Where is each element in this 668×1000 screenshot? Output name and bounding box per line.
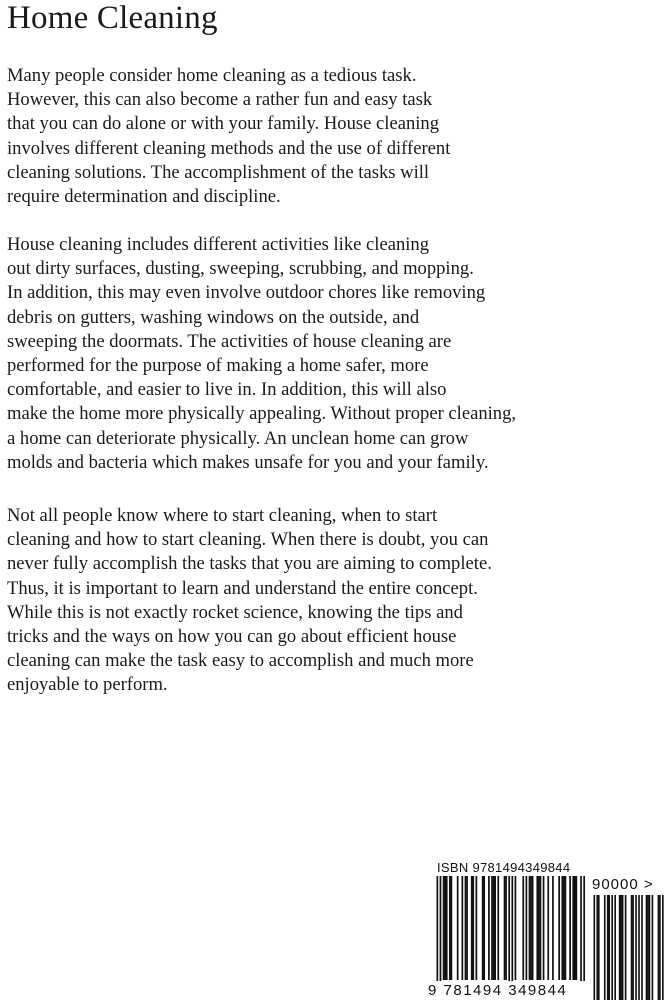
barcode-bar — [658, 895, 660, 1000]
page-title: Home Cleaning — [7, 0, 218, 36]
paragraph-line: In addition, this may even involve outdoor chores like removing — [7, 282, 486, 304]
barcode-bar — [632, 895, 634, 1000]
paragraph-line: While this is not exactly rocket science, knowing the tips and — [7, 601, 463, 623]
barcode-bar — [494, 876, 496, 980]
barcode-bar — [552, 876, 554, 980]
barcode-bar — [608, 895, 610, 1000]
barcode-bar — [569, 876, 571, 980]
barcode-bar — [576, 876, 578, 980]
paragraph-line: Many people consider home cleaning as a tedious task. — [7, 65, 417, 86]
isbn-label: ISBN 9781494349844 — [437, 860, 571, 875]
barcode-bar — [465, 876, 467, 980]
barcode-bar — [451, 876, 453, 980]
barcode-bar — [488, 876, 490, 980]
barcode-bar — [515, 876, 517, 980]
paragraph-line: enjoyable to perform. — [7, 674, 168, 696]
barcode-bar — [622, 895, 624, 1000]
paragraph-line: make the home more physically appealing. Without proper cleaning, — [7, 403, 517, 425]
barcode-bar — [443, 876, 445, 980]
barcode-bar — [483, 876, 485, 980]
paragraph-line: involves different cleaning methods and the use of different — [7, 137, 451, 159]
paragraph-line: never fully accomplish the tasks that you are aiming to complete. — [7, 553, 492, 575]
paragraph-line: House cleaning includes different activities like cleaning — [7, 234, 429, 255]
barcode-bar — [631, 895, 633, 1000]
paragraph-line: a home can deteriorate physically. An unclean home can grow — [7, 427, 469, 449]
paragraph-line: cleaning solutions. The accomplishment of the tasks will — [7, 161, 430, 183]
barcode-bar — [449, 876, 451, 980]
paragraph-line: tricks and the ways on how you can go about efficient house — [7, 626, 457, 648]
barcode-bar — [491, 876, 493, 980]
barcode-bar — [497, 876, 499, 980]
paragraph-line: performed for the purpose of making a home safer, more — [7, 355, 429, 377]
barcode-bar — [662, 895, 664, 1000]
barcode-bar — [638, 895, 640, 1000]
price-code: 90000 > — [592, 876, 654, 893]
barcode-bar — [471, 876, 473, 980]
barcode-bar — [504, 876, 506, 980]
barcode-bar — [543, 876, 545, 980]
barcode-bar — [593, 895, 595, 1000]
paragraph-line: comfortable, and easier to live in. In addition, this will also — [7, 379, 447, 401]
barcode-bar — [461, 876, 463, 980]
barcode-bar — [611, 895, 613, 1000]
barcode-bar — [532, 876, 534, 980]
barcode-bar — [649, 895, 651, 1000]
barcode-bar — [641, 895, 643, 1000]
barcode-bar — [472, 876, 474, 980]
barcode-bar — [659, 895, 661, 1000]
paragraph-line: out dirty surfaces, dusting, sweeping, scrubbing, and mopping. — [7, 258, 474, 280]
barcode-bar — [476, 876, 478, 980]
barcode-bar — [538, 876, 540, 980]
barcode-bar — [598, 895, 600, 1000]
paragraph-line: cleaning can make the task easy to accomplish and much more — [7, 650, 474, 672]
addon-barcode — [592, 895, 668, 1000]
barcode-bar — [526, 876, 528, 980]
paragraph-line: that you can do alone or with your family. House cleaning — [7, 113, 440, 135]
barcode-bar — [493, 876, 495, 980]
barcode-bar — [536, 876, 538, 980]
barcode-bar — [547, 876, 549, 980]
paragraph-line: debris on gutters, washing windows on the outside, and — [7, 306, 420, 328]
paragraph-line: require determination and discipline. — [7, 186, 281, 208]
barcode-bar — [607, 895, 609, 1000]
paragraph-activities — [7, 233, 667, 475]
paragraph-line: Not all people know where to start cleaning, when to start — [7, 505, 438, 526]
barcode-bar — [457, 876, 459, 980]
paragraph-line: molds and bacteria which makes unsafe for you and your family. — [7, 451, 489, 473]
barcode-bar — [563, 876, 565, 980]
barcode-bar — [558, 876, 560, 980]
barcode-bar — [522, 876, 524, 980]
barcode-bar — [530, 876, 532, 980]
barcode-bar — [466, 876, 468, 980]
barcode-bar — [482, 876, 484, 980]
barcode-bar — [604, 895, 606, 1000]
barcode-bar — [505, 876, 507, 980]
barcode-bar — [620, 895, 622, 1000]
barcode-bar — [565, 876, 567, 980]
paragraph-line: cleaning and how to start cleaning. When there is doubt, you can — [7, 529, 489, 551]
barcode-bar — [574, 876, 576, 980]
barcode-bar — [529, 876, 531, 980]
barcode-bar — [561, 876, 563, 980]
barcode-digits: 9 781494 349844 — [426, 981, 592, 1000]
paragraph-line: However, this can also become a rather fun and easy task — [7, 89, 433, 111]
barcode-bar — [572, 876, 574, 980]
barcode-bar — [625, 895, 627, 1000]
paragraph-line: Thus, it is important to learn and understand the entire concept. — [7, 577, 478, 599]
barcode-bar — [619, 895, 621, 1000]
paragraph-intro — [7, 64, 667, 209]
barcode-bar — [444, 876, 446, 980]
barcode-bar — [540, 876, 542, 980]
barcode-bar — [596, 895, 598, 1000]
barcode-bar — [646, 895, 648, 1000]
barcode-bar — [635, 895, 637, 1000]
barcode-bar — [652, 895, 654, 1000]
barcode-bar — [446, 876, 448, 980]
barcode-bar — [647, 895, 649, 1000]
barcode-bar — [614, 895, 616, 1000]
paragraph-line: sweeping the doormats. The activities of house cleaning are — [7, 330, 452, 352]
paragraph-conclusion — [7, 504, 667, 698]
